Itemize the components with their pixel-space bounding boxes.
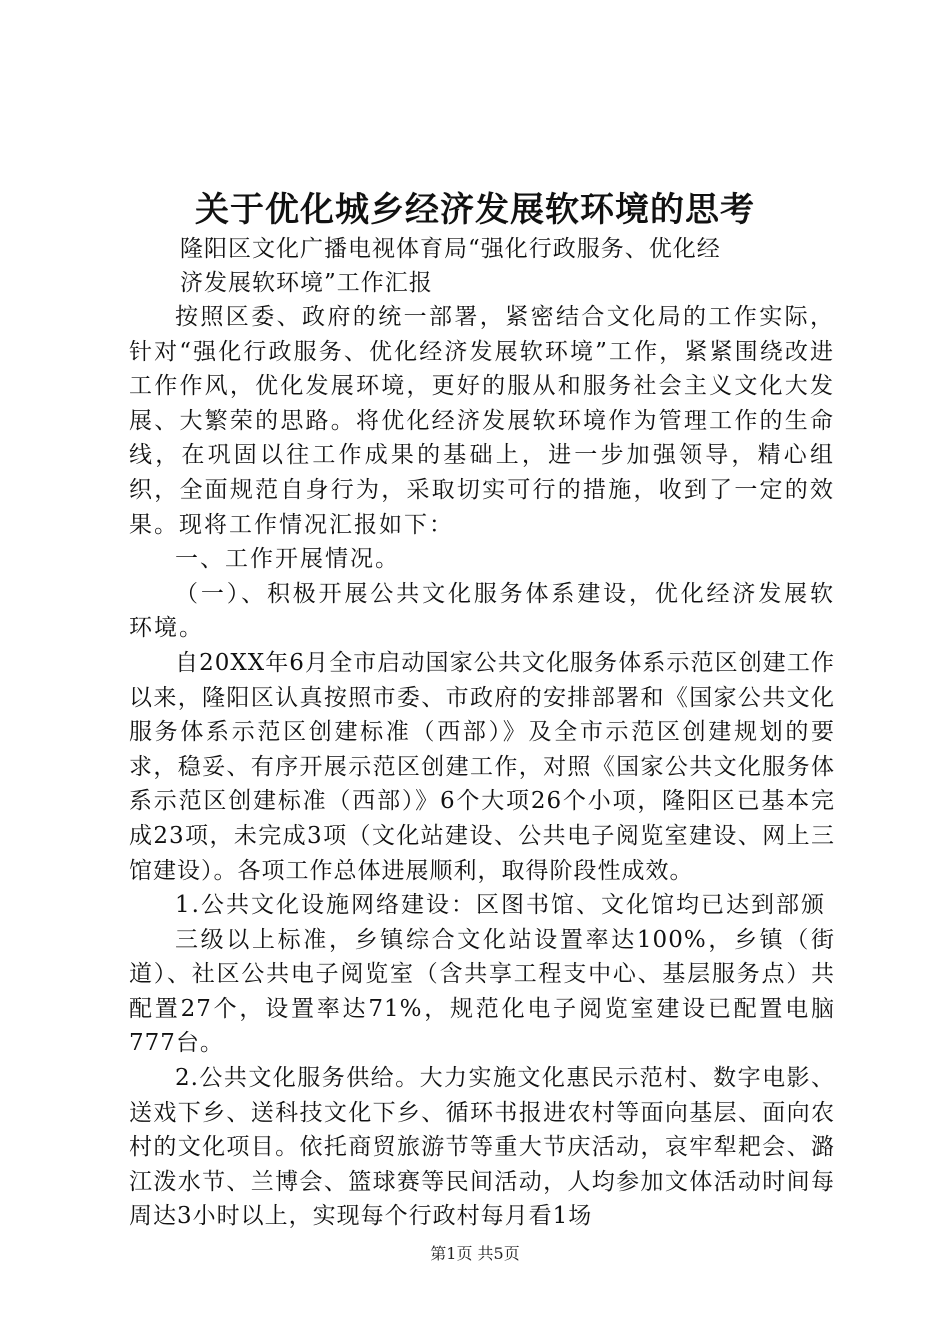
document-body <box>129 300 835 1234</box>
subtitle-line-2: 济发展软环境”工作汇报 <box>180 270 433 296</box>
document-title: 关于优化城乡经济发展软环境的思考 <box>195 190 755 230</box>
subsection-heading-1: （一）、积极开展公共文化服务体系建设，优化经济发展软环境。 <box>129 580 835 642</box>
page-number-footer: 第1页 共5页 <box>430 1244 520 1263</box>
list-item-2: 2.公共文化服务供给。大力实施文化惠民示范村、数字电影、送戏下乡、送科技文化下乡、循环书报进农村等面向基层、面向农村的文化项目。依托商贸旅游节等重大节庆活动，哀牢犁耙会、潞江泼水节、兰博会、篮球赛等民间活动，人均参加文体活动时间每周达3小时以上，实现每个行政村每月看1场 <box>129 1065 835 1230</box>
section-heading-1: 一、工作开展情况。 <box>175 546 400 573</box>
body-paragraph-intro: 按照区委、政府的统一部署，紧密结合文化局的工作实际，针对“强化行政服务、优化经济发展软环境”工作，紧紧围绕改进工作作风，优化发展环境，更好的服从和服务社会主义文化大发展、大繁荣的思路。将优化经济发展软环境作为管理工作的生命线，在巩固以往工作成果的基础上，进一步加强领导，精心组织，全面规范自身行为，采取切实可行的措施，收到了一定的效果。现将工作情况汇报如下： <box>129 304 835 538</box>
document-subtitle <box>180 232 780 300</box>
subtitle-line-1: 隆阳区文化广播电视体育局“强化行政服务、优化经 <box>180 236 721 262</box>
list-item-1-heading: 1.公共文化设施网络建设：区图书馆、文化馆均已达到部颁 <box>175 892 826 919</box>
body-paragraph-demonstration-zone: 自20XX年6月全市启动国家公共文化服务体系示范区创建工作以来，隆阳区认真按照市委、市政府的安排部署和《国家公共文化服务体系示范区创建标准（西部）》及全市示范区创建规划的要求，稳妥、有序开展示范区创建工作，对照《国家公共文化服务体系示范区创建标准（西部）》6个大项26个小项，隆阳区已基本完成23项，未完成3项（文化站建设、公共电子阅览室建设、网上三馆建设）。各项工作总体进展顺利，取得阶段性成效。 <box>129 649 835 884</box>
list-item-1-body: 三级以上标准，乡镇综合文化站设置率达100%，乡镇（街道）、社区公共电子阅览室（含共享工程支中心、基层服务点）共配置27个，设置率达71%，规范化电子阅览室建设已配置电脑777台。 <box>129 926 835 1057</box>
